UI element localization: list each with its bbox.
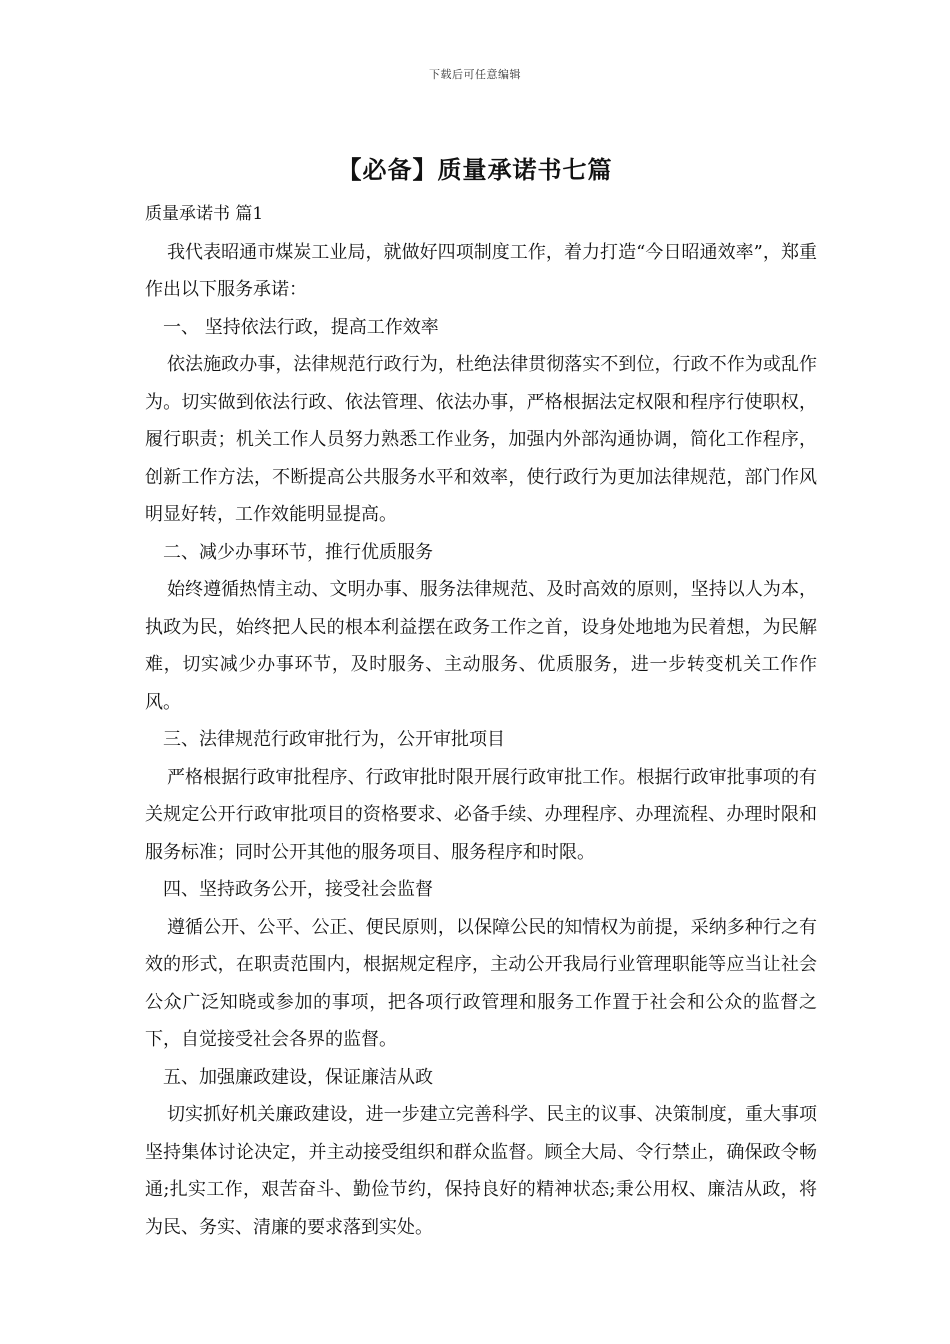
intro-paragraph: 我代表昭通市煤炭工业局，就做好四项制度工作，着力打造“今日昭通效率”，郑重作出以下服务承诺： xyxy=(145,241,817,300)
section-body-3: 严格根据行政审批程序、行政审批时限开展行政审批工作。根据行政审批事项的有关规定公开行政审批项目的资格要求、必备手续、办理程序、办理流程、办理时限和服务标准；同时公开其他的服务项目、服务程序和时限。 xyxy=(145,766,817,863)
section-body-5: 切实抓好机关廉政建设，进一步建立完善科学、民主的议事、决策制度，重大事项坚持集体讨论决定，并主动接受组织和群众监督。顾全大局、令行禁止，确保政令畅通;扎实工作，艰苦奋斗、勤俭节约，保持良好的精神状态;秉公用权、廉洁从政，将为民、务实、清廉的要求落到实处。 xyxy=(145,1104,817,1238)
section-heading-1: 一、 坚持依法行政，提高工作效率 xyxy=(163,316,439,338)
section-body-2: 始终遵循热情主动、文明办事、服务法律规范、及时高效的原则，坚持以人为本，执政为民，始终把人民的根本利益摆在政务工作之首，设身处地地为民着想，为民解难，切实减少办事环节，及时服务、主动服务、优质服务，进一步转变机关工作作风。 xyxy=(145,579,817,713)
document-title: 【必备】质量承诺书七篇 xyxy=(337,155,613,184)
section-body-4: 遵循公开、公平、公正、便民原则，以保障公民的知情权为前提，采纳多种行之有效的形式，在职责范围内，根据规定程序，主动公开我局行业管理职能等应当让社会公众广泛知晓或参加的事项，把各项行政管理和服务工作置于社会和公众的监督之下，自觉接受社会各界的监督。 xyxy=(145,916,817,1050)
document-body xyxy=(145,196,817,1246)
section-body-1: 依法施政办事，法律规范行政行为，杜绝法律贯彻落实不到位，行政不作为或乱作为。切实做到依法行政、依法管理、依法办事，严格根据法定权限和程序行使职权，履行职责；机关工作人员努力熟悉工作业务，加强内外部沟通协调，简化工作程序，创新工作方法，不断提高公共服务水平和效率，使行政行为更加法律规范，部门作风明显好转，工作效能明显提高。 xyxy=(145,354,817,525)
section-heading-3: 三、法律规范行政审批行为，公开审批项目 xyxy=(163,729,505,750)
header-note: 下载后可任意编辑 xyxy=(429,68,521,81)
section-heading-2: 二、减少办事环节，推行优质服务 xyxy=(163,541,433,563)
section-subtitle: 质量承诺书 篇1 xyxy=(145,204,264,224)
section-heading-5: 五、加强廉政建设，保证廉洁从政 xyxy=(163,1066,433,1088)
section-heading-4: 四、坚持政务公开，接受社会监督 xyxy=(163,879,433,900)
